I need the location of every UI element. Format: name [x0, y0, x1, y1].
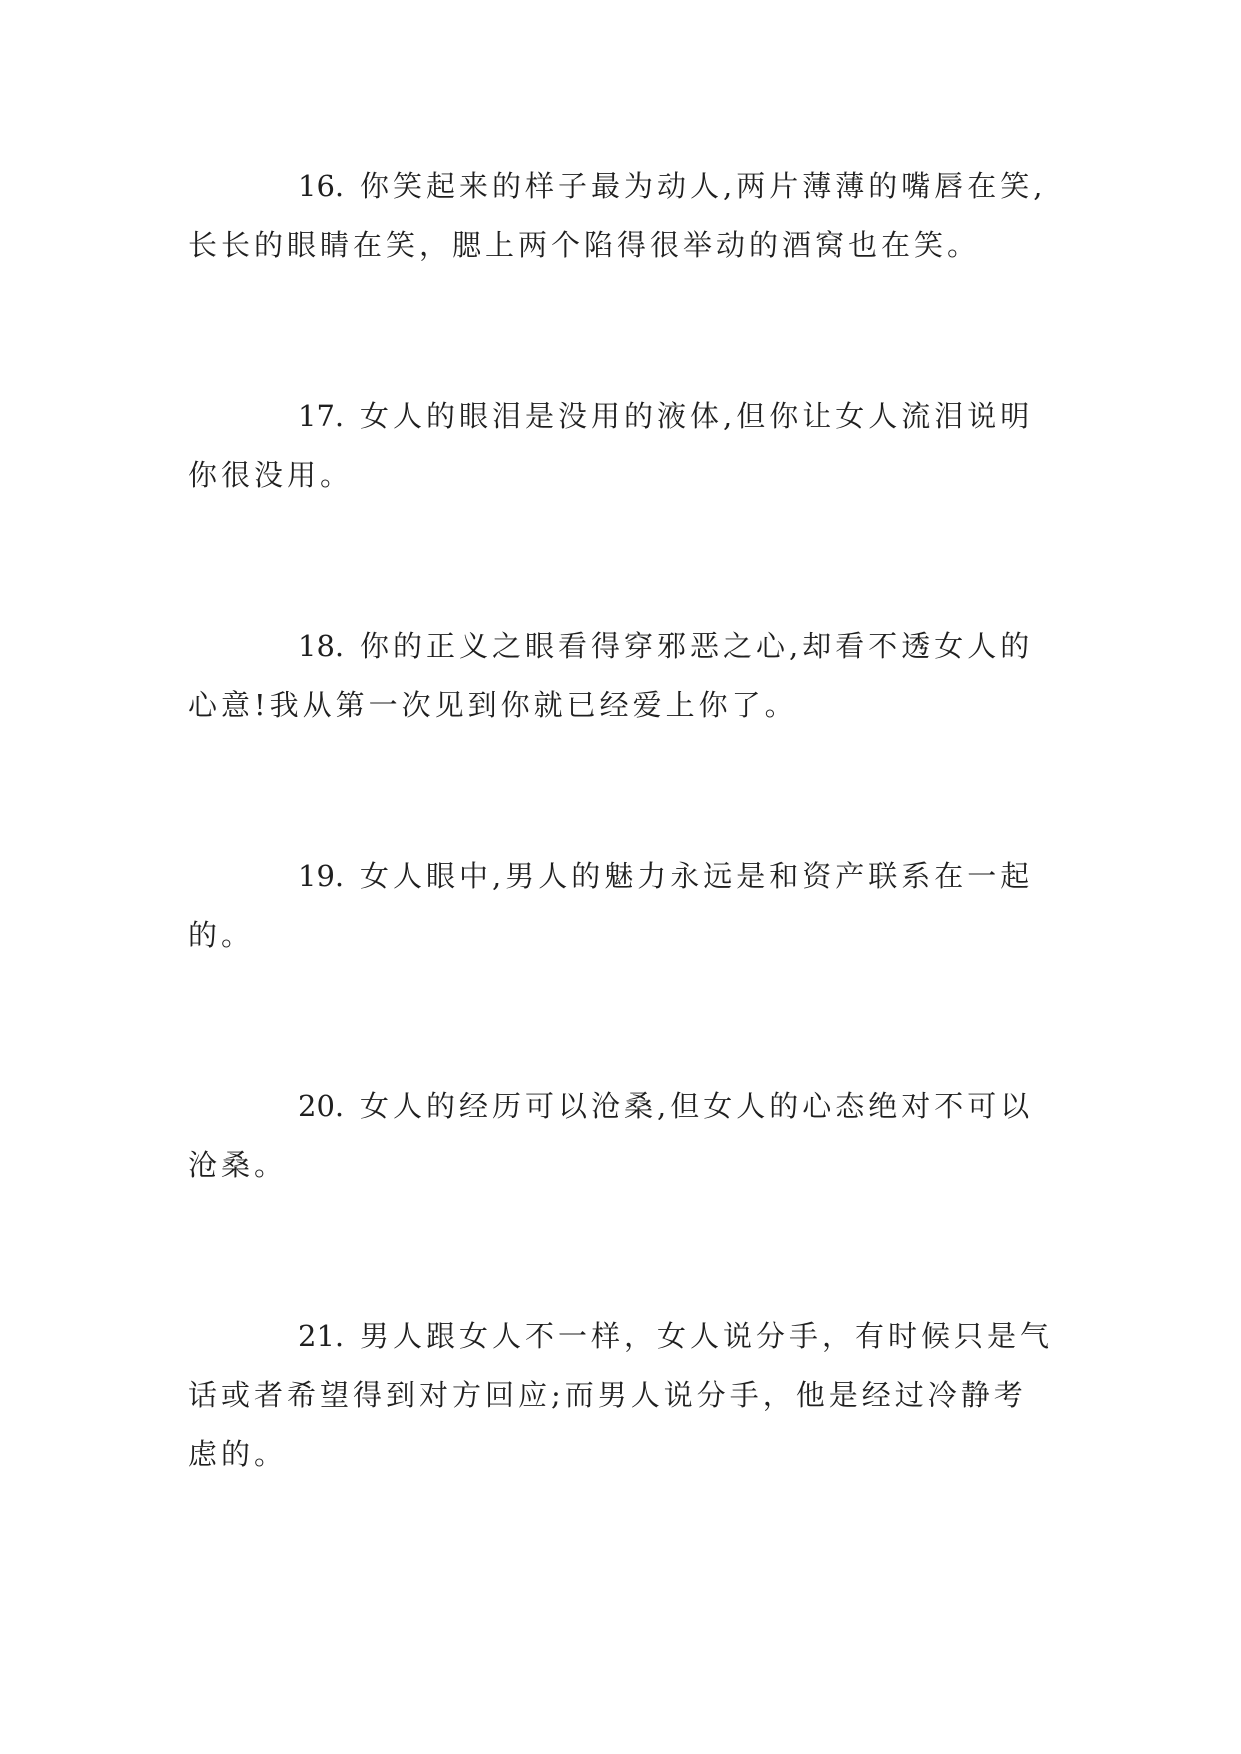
entry-17 — [188, 387, 1068, 505]
entry-text-line: 你笑起来的样子最为动人,两片薄薄的嘴唇在笑, — [360, 169, 1047, 203]
entry-text-line: 长长的眼睛在笑，腮上两个陷得很举动的酒窝也在笑。 — [188, 228, 981, 262]
entry-text-line: 沧桑。 — [188, 1148, 288, 1182]
entry-text-line: 的。 — [188, 918, 255, 952]
entry-text-line: 女人眼中,男人的魅力永远是和资产联系在一起 — [360, 859, 1034, 893]
entry-text-line: 你很没用。 — [188, 458, 354, 492]
entry-text-line: 话或者希望得到对方回应;而男人说分手，他是经过冷静考 — [188, 1378, 1027, 1412]
entry-18 — [188, 617, 1068, 735]
entry-text-line: 心意!我从第一次见到你就已经爱上你了。 — [188, 688, 798, 722]
entry-text-line: 女人的眼泪是没用的液体,但你让女人流泪说明 — [360, 399, 1034, 433]
entry-number: 16. — [298, 169, 345, 203]
entry-number: 18. — [298, 629, 345, 663]
entry-number: 20. — [298, 1089, 345, 1123]
entry-text-line: 男人跟女人不一样，女人说分手，有时候只是气 — [360, 1319, 1054, 1353]
entry-number: 17. — [298, 399, 345, 433]
entry-20 — [188, 1077, 1068, 1195]
entry-21 — [188, 1307, 1068, 1484]
entry-number: 21. — [298, 1319, 345, 1353]
entry-19 — [188, 847, 1068, 965]
entry-text-line: 虑的。 — [188, 1437, 288, 1471]
entry-text-line: 你的正义之眼看得穿邪恶之心,却看不透女人的 — [360, 629, 1034, 663]
entry-text-line: 女人的经历可以沧桑,但女人的心态绝对不可以 — [360, 1089, 1034, 1123]
entry-number: 19. — [298, 859, 345, 893]
entry-16 — [188, 157, 1068, 275]
